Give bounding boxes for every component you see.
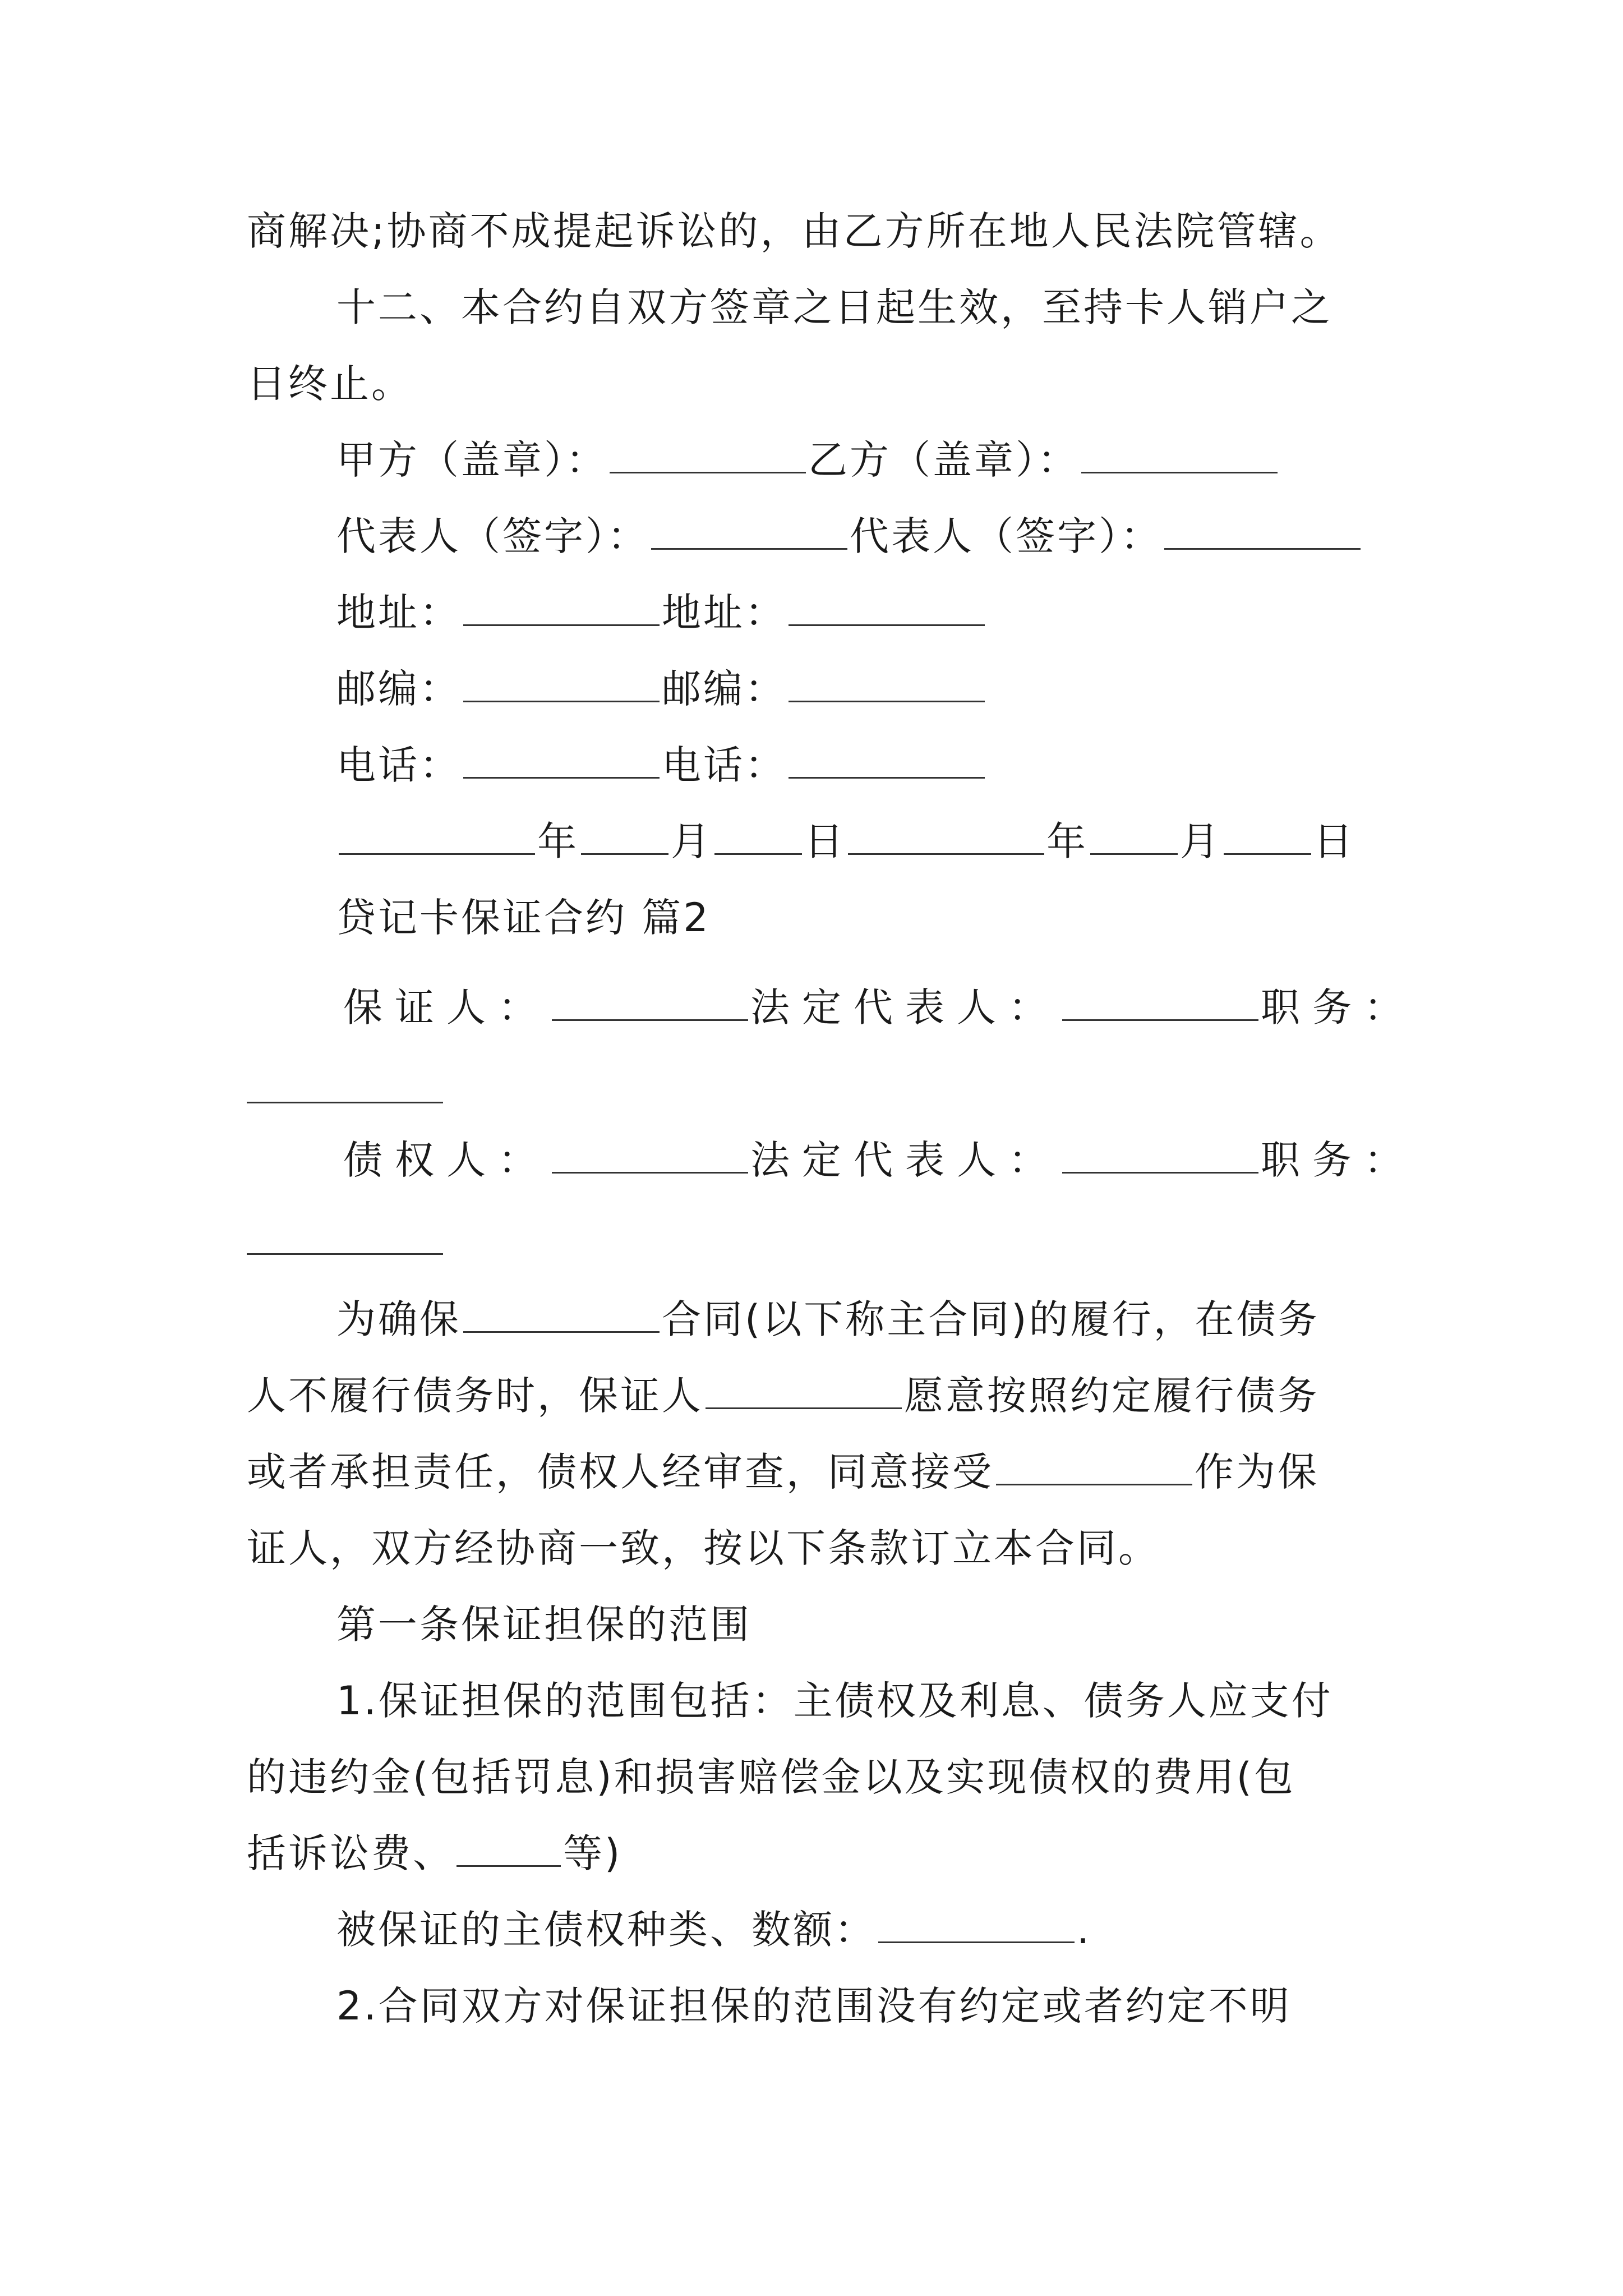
address-a-label: 地址： <box>336 590 461 636</box>
creditor-position-label: 职务： <box>1261 1137 1415 1183</box>
rep-b-blank[interactable] <box>1164 516 1361 550</box>
party-a-seal-blank[interactable] <box>610 439 806 473</box>
postcode-b-label: 邮编： <box>662 666 786 712</box>
article1-item1-line2: 的违约金(包括罚息)和损害赔偿金以及实现债权的费用(包 <box>247 1754 1295 1800</box>
guarantor-label: 保证人： <box>343 984 550 1030</box>
intro-l3a: 或者承担责任，债权人经审查，同意接受 <box>247 1449 994 1495</box>
address-b-blank[interactable] <box>789 592 985 626</box>
intro-l2b: 愿意按照约定履行债务 <box>904 1373 1319 1419</box>
postcode-row <box>336 666 987 711</box>
guarantor-legal-rep-label: 法定代表人： <box>750 984 1060 1030</box>
guarantor-row <box>343 985 1415 1030</box>
postcode-b-blank[interactable] <box>789 668 985 702</box>
article1-item2-line1: 2.合同双方对保证担保的范围没有约定或者约定不明 <box>336 1983 1292 2029</box>
guarantor-blank[interactable] <box>552 987 748 1021</box>
creditor-legal-rep-label: 法定代表人： <box>750 1137 1060 1183</box>
creditor-row <box>343 1138 1415 1182</box>
postcode-a-label: 邮编： <box>336 666 461 712</box>
section-title: 贷记卡保证合约 篇2 <box>336 895 711 941</box>
paragraph-effective-line2: 日终止。 <box>247 361 413 407</box>
intro-l1b: 合同(以下称主合同)的履行，在债务 <box>662 1296 1320 1342</box>
creditor-legal-rep-blank[interactable] <box>1062 1139 1258 1174</box>
debt-kind-label: 被保证的主债权种类、数额： <box>336 1907 876 1953</box>
intro-l1a: 为确保 <box>336 1296 461 1342</box>
date-b-year-blank[interactable] <box>848 821 1044 855</box>
guarantor-legal-rep-blank[interactable] <box>1062 987 1258 1021</box>
accepted-guarantor-blank[interactable] <box>996 1451 1192 1485</box>
address-row <box>336 590 987 635</box>
debt-kind-line <box>336 1907 1091 1952</box>
creditor-position-blank[interactable] <box>247 1253 443 1255</box>
rep-b-label: 代表人（签字）： <box>850 513 1162 559</box>
date-a-year: 年 <box>537 818 579 864</box>
date-b-day: 日 <box>1313 818 1355 864</box>
date-a-day: 日 <box>804 818 846 864</box>
phone-b-blank[interactable] <box>789 744 985 779</box>
debt-kind-blank[interactable] <box>878 1909 1075 1943</box>
other-fees-blank[interactable] <box>457 1833 561 1867</box>
address-b-label: 地址： <box>662 590 786 636</box>
date-a-month: 月 <box>671 818 712 864</box>
party-a-seal-label: 甲方（盖章）： <box>336 437 607 483</box>
date-a-month-blank[interactable] <box>581 821 668 855</box>
guarantor-position-label: 职务： <box>1261 984 1415 1030</box>
intro-line4: 证人，双方经协商一致，按以下条款订立本合同。 <box>247 1525 1160 1571</box>
article1-item1-line1: 1.保证担保的范围包括：主债权及利息、债务人应支付 <box>336 1678 1333 1724</box>
address-a-blank[interactable] <box>463 592 660 626</box>
article1-item1-line3 <box>247 1831 622 1876</box>
postcode-a-blank[interactable] <box>463 668 660 702</box>
intro-l2a: 人不履行债务时，保证人 <box>247 1373 703 1419</box>
paragraph-jurisdiction: 商解决;协商不成提起诉讼的，由乙方所在地人民法院管辖。 <box>247 208 1341 254</box>
date-a-day-blank[interactable] <box>714 821 802 855</box>
creditor-label: 债权人： <box>343 1137 550 1183</box>
date-b-month: 月 <box>1180 818 1221 864</box>
item1-l3b: 等) <box>563 1830 623 1876</box>
phone-a-blank[interactable] <box>463 744 660 779</box>
guarantor-position-blank[interactable] <box>247 1102 443 1103</box>
rep-a-label: 代表人（签字）： <box>336 513 649 559</box>
party-b-seal-blank[interactable] <box>1081 439 1278 473</box>
article1-title: 第一条保证担保的范围 <box>336 1602 751 1648</box>
intro-l3b: 作为保 <box>1195 1449 1319 1495</box>
date-row <box>336 819 1355 864</box>
date-b-day-blank[interactable] <box>1224 821 1311 855</box>
representative-row <box>336 514 1363 559</box>
creditor-blank[interactable] <box>552 1139 748 1174</box>
phone-row <box>336 743 987 788</box>
guarantor-name-blank[interactable] <box>706 1375 902 1409</box>
party-b-seal-label: 乙方（盖章）： <box>808 437 1079 483</box>
debt-kind-period: . <box>1077 1907 1092 1953</box>
phone-b-label: 电话： <box>662 742 786 788</box>
date-b-year: 年 <box>1046 818 1088 864</box>
phone-a-label: 电话： <box>336 742 461 788</box>
date-b-month-blank[interactable] <box>1090 821 1178 855</box>
date-a-year-blank[interactable] <box>339 821 535 855</box>
intro-line1 <box>336 1297 1320 1342</box>
intro-line3 <box>247 1450 1319 1494</box>
main-contract-blank[interactable] <box>463 1299 660 1333</box>
seal-row <box>336 438 1280 482</box>
intro-line2 <box>247 1373 1319 1418</box>
rep-a-blank[interactable] <box>651 516 847 550</box>
item1-l3a: 括诉讼费、 <box>247 1830 454 1876</box>
paragraph-effective-line1: 十二、本合约自双方签章之日起生效，至持卡人销户之 <box>336 284 1332 330</box>
